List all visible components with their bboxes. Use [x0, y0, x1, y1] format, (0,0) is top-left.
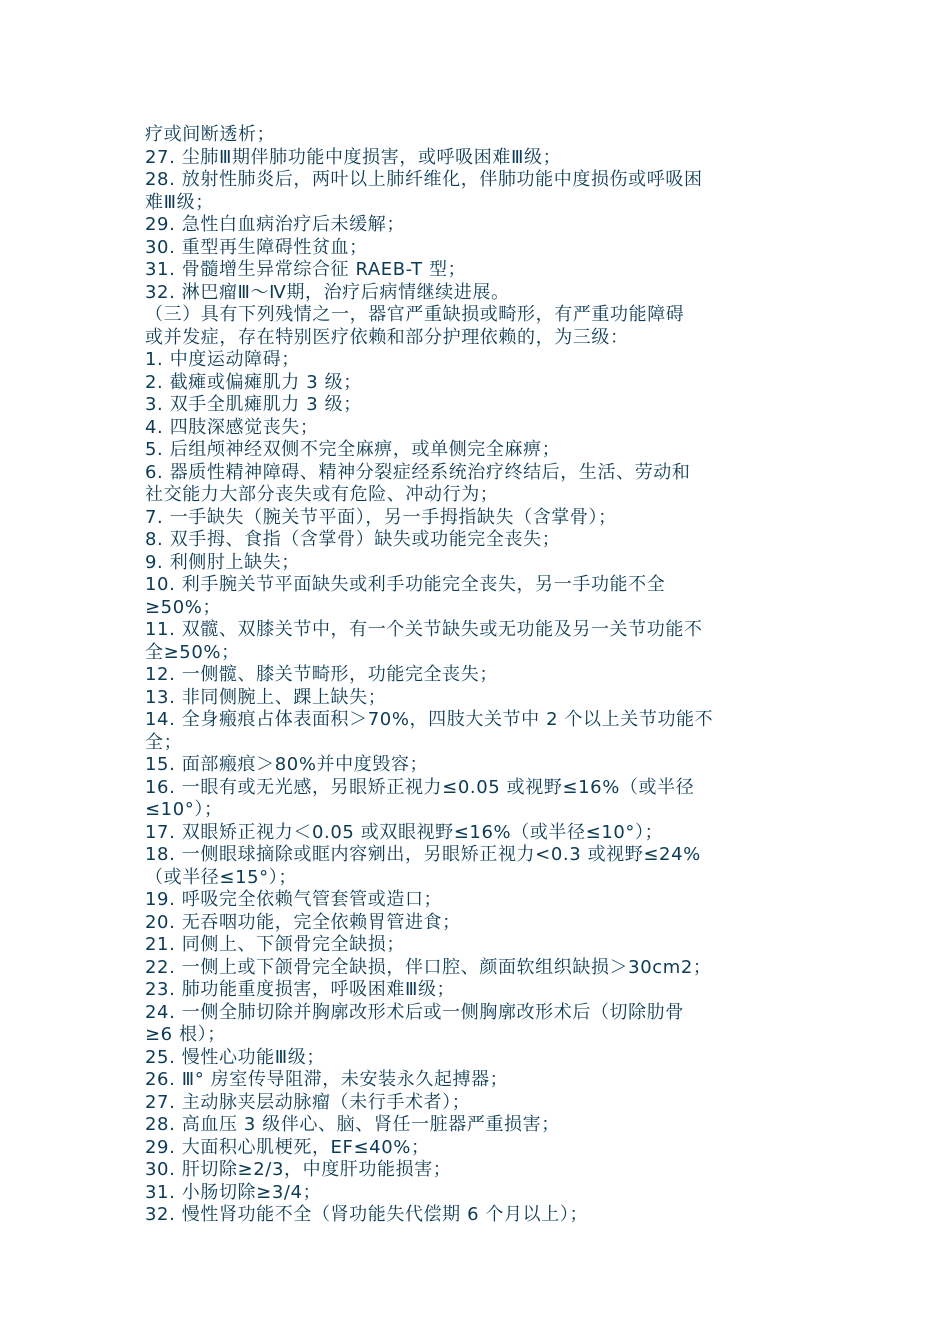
- text-line: ≥50%；: [145, 596, 222, 618]
- text-line: 26. Ⅲ° 房室传导阻滞，未安装永久起搏器；: [145, 1069, 509, 1090]
- text-line: ≥6 根）；: [145, 1024, 226, 1045]
- text-line: 8. 双手拇、食指（含掌骨）缺失或功能完全丧失；: [145, 529, 561, 550]
- text-line: 30. 肝切除≥2/3，中度肝功能损害；: [145, 1159, 452, 1180]
- text-line: 21. 同侧上、下颌骨完全缺损；: [145, 934, 405, 955]
- text-line: 28. 高血压 3 级伴心、脑、肾任一脏器严重损害；: [145, 1114, 560, 1135]
- text-line: 或并发症，存在特别医疗依赖和部分护理依赖的，为三级：: [145, 326, 629, 348]
- text-line: 全≥50%；: [145, 641, 240, 663]
- text-line: 25. 慢性心功能Ⅲ级；: [145, 1046, 325, 1068]
- text-line: 28. 放射性肺炎后，两叶以上肺纤维化，伴肺功能中度损伤或呼吸困: [145, 169, 703, 190]
- text-line: （或半径≤15°）；: [145, 866, 297, 888]
- text-line: 6. 器质性精神障碍、精神分裂症经系统治疗终结后，生活、劳动和: [145, 461, 691, 483]
- text-line: 14. 全身瘢痕占体表面积＞70%，四肢大关节中 2 个以上关节功能不: [145, 709, 714, 730]
- text-line: 12. 一侧髋、膝关节畸形，功能完全丧失；: [145, 664, 498, 685]
- text-line: 4. 四肢深感觉丧失；: [145, 416, 319, 438]
- section-heading: （三）具有下列残情之一，器官严重缺损或畸形，有严重功能障碍: [145, 304, 685, 325]
- text-line: 29. 大面积心肌梗死，EF≤40%；: [145, 1136, 430, 1158]
- text-line: 29. 急性白血病治疗后未缓解；: [145, 214, 405, 235]
- text-line: 23. 肺功能重度损害，呼吸困难Ⅲ级；: [145, 979, 456, 1000]
- text-line: 2. 截瘫或偏瘫肌力 3 级；: [145, 371, 362, 393]
- text-line: 5. 后组颅神经双侧不完全麻痹，或单侧完全麻痹；: [145, 439, 561, 460]
- text-line: 32. 慢性肾功能不全（肾功能失代偿期 6 个月以上）；: [145, 1204, 589, 1225]
- text-line: 18. 一侧眼球摘除或眶内容剜出，另眼矫正视力<0.3 或视野≤24%: [145, 844, 701, 865]
- document-body: [145, 124, 805, 1227]
- text-line: 3. 双手全肌瘫肌力 3 级；: [145, 394, 362, 415]
- text-line: 19. 呼吸完全依赖气管套管或造口；: [145, 889, 443, 910]
- text-line: 24. 一侧全肺切除并胸廓改形术后或一侧胸廓改形术后（切除肋骨: [145, 1001, 684, 1023]
- text-line: ≤10°）；: [145, 799, 223, 820]
- text-line: 13. 非同侧腕上、踝上缺失；: [145, 686, 387, 708]
- text-line: 30. 重型再生障碍性贫血；: [145, 236, 368, 258]
- text-line: 17. 双眼矫正视力＜0.05 或双眼视野≤16%（或半径≤10°）；: [145, 821, 664, 843]
- text-line: 疗或间断透析；: [145, 124, 276, 145]
- text-line: 全；: [145, 731, 183, 753]
- text-line: 31. 小肠切除≥3/4；: [145, 1181, 322, 1203]
- text-line: 10. 利手腕关节平面缺失或利手功能完全丧失，另一手功能不全: [145, 574, 666, 595]
- text-line: 15. 面部瘢痕＞80%并中度毁容；: [145, 754, 429, 775]
- text-line: 31. 骨髓增生异常综合征 RAEB-T 型；: [145, 259, 467, 280]
- text-line: 1. 中度运动障碍；: [145, 349, 300, 370]
- text-line: 11. 双髋、双膝关节中，有一个关节缺失或无功能及另一关节功能不: [145, 619, 703, 640]
- text-line: 32. 淋巴瘤Ⅲ～Ⅳ期，治疗后病情继续进展。: [145, 281, 510, 303]
- text-line: 16. 一眼有或无光感，另眼矫正视力≤0.05 或视野≤16%（或半径: [145, 776, 695, 798]
- text-line: 9. 利侧肘上缺失；: [145, 551, 300, 573]
- text-line: 社交能力大部分丧失或有危险、冲动行为；: [145, 484, 499, 505]
- text-line: 27. 主动脉夹层动脉瘤（未行手术者）；: [145, 1091, 471, 1113]
- text-line: 20. 无吞咽功能，完全依赖胃管进食；: [145, 911, 461, 933]
- text-line: 22. 一侧上或下颌骨完全缺损，伴口腔、颜面软组织缺损＞30cm2；: [145, 956, 712, 978]
- text-line: 难Ⅲ级；: [145, 191, 214, 213]
- text-line: 27. 尘肺Ⅲ期伴肺功能中度损害，或呼吸困难Ⅲ级；: [145, 146, 562, 168]
- text-line: 7. 一手缺失（腕关节平面），另一手拇指缺失（含掌骨）；: [145, 506, 617, 528]
